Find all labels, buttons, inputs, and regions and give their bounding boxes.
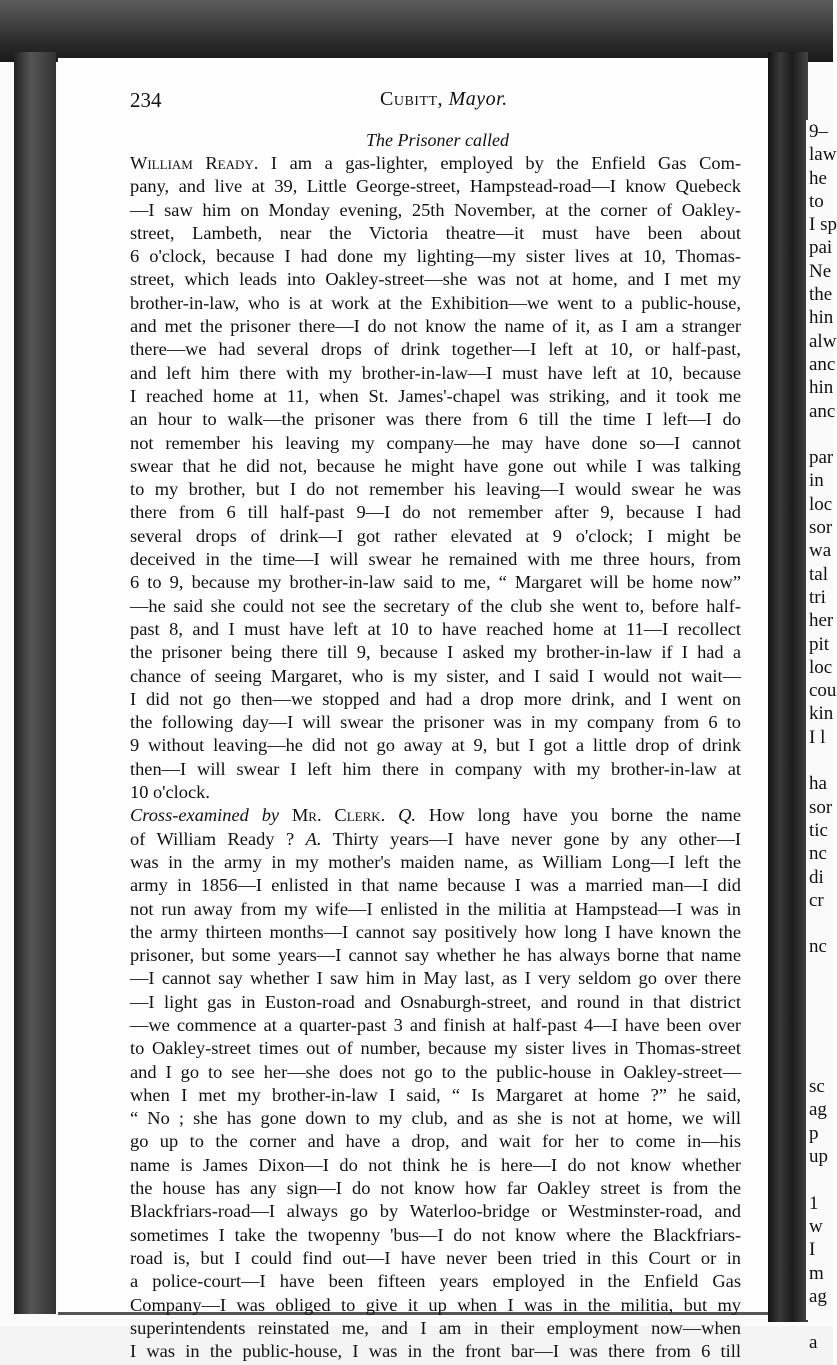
testimony-line: 6 o'clock, because I had done my lighting—my sister lives at 10, Thomas-: [130, 246, 741, 267]
page-number: 234: [130, 88, 162, 112]
testimony-line-text: Thirty years—I have never gone by any other—I: [332, 828, 741, 849]
testimony-line: then—I will swear I left him there in company with my brother-in-law at: [130, 758, 741, 779]
facing-page-text-fragment: kin: [809, 703, 834, 725]
facing-page-text-fragment: pai: [809, 237, 833, 259]
testimony-line: superintendents reinstated me, and I am in their employment now—when: [130, 1317, 741, 1338]
counsel-name: Mr. Clerk.: [291, 805, 386, 826]
testimony-line: the army thirteen months—I cannot say positively how long I have known the: [130, 921, 741, 942]
page-edge-left: [14, 52, 56, 1314]
testimony-line: and left him there with my brother-in-law—I must have left at 10, because: [130, 362, 741, 383]
facing-page-text-fragment: m: [809, 1262, 824, 1284]
facing-page-text-fragment: anc: [809, 353, 836, 375]
facing-page-text-fragment: sor: [809, 796, 833, 818]
testimony-line: and I go to see her—she does not go to the public-house in Oakley-street—: [130, 1061, 741, 1082]
facing-page-fragment: [806, 120, 837, 1354]
facing-page-text-fragment: I sp: [809, 214, 837, 236]
facing-page-text-fragment: cou: [809, 680, 837, 702]
testimony-line: —I light gas in Euston-road and Osnaburgh-street, and round in that district: [130, 991, 741, 1012]
book-gutter: [768, 52, 808, 1322]
testimony-line: army in 1856—I enlisted in that name because I was a married man—I did: [130, 875, 741, 896]
facing-page-text-fragment: nc: [809, 843, 827, 865]
testimony-line: —I cannot say whether I saw him in May last, as I very seldom go over there: [130, 968, 741, 989]
testimony-line: the house has any sign—I do not know how far Oakley street is from the: [130, 1178, 741, 1199]
facing-page-text-fragment: tri: [809, 586, 826, 608]
facing-page-text-fragment: tal: [809, 563, 828, 585]
facing-page-text-fragment: [806, 1052, 833, 1075]
facing-page-text-fragment: alw: [809, 330, 837, 352]
cross-examination-label: Cross-examined by: [130, 805, 280, 826]
facing-page-text-fragment: ag: [809, 1099, 827, 1121]
facing-page-text-fragment: cr: [809, 889, 824, 911]
testimony-line: —he said she could not see the secretary of the club she went to, before half-: [130, 595, 741, 616]
testimony-line: street, Lambeth, near the Victoria theatre—it must have been about: [130, 222, 741, 243]
testimony-line: when I met my brother-in-law I said, “ Is Margaret at home ?” he said,: [130, 1084, 741, 1105]
testimony-line: 10 o'clock.: [130, 782, 210, 803]
facing-page-text-fragment: [806, 959, 833, 982]
running-head: [380, 88, 508, 111]
running-head-name: Cubitt,: [380, 88, 444, 110]
testimony-line: several drops of drink—I got rather elevated at 9 o'clock; I might be: [130, 525, 741, 546]
testimony-line: [130, 152, 741, 175]
facing-page-text-fragment: anc: [809, 400, 836, 422]
paragraph-direct-examination: [130, 175, 741, 804]
testimony-line: 9 without leaving—he did not go away at 9, but I got a little drop of drink: [130, 735, 741, 756]
facing-page-text-fragment: w: [809, 1215, 823, 1237]
answer-marker: A.: [305, 828, 322, 849]
testimony-line: not run away from my wife—I enlisted in the militia at Hampstead—I was in: [130, 898, 741, 919]
question-marker: Q.: [398, 805, 416, 826]
facing-page-text-fragment: sc: [809, 1076, 825, 1098]
testimony-line: the prisoner being there till 9, because I asked my brother-in-law if I had a: [130, 642, 741, 663]
section-title: The Prisoner called: [366, 130, 509, 150]
facing-page-text-fragment: [806, 1168, 833, 1191]
testimony-text: [130, 152, 741, 1363]
testimony-line: and met the prisoner there—I do not know the name of it, as I am a stranger: [130, 316, 741, 337]
testimony-line: chance of seeing Margaret, who is my sister, and I said I would not wait—: [130, 665, 741, 686]
facing-page-text-fragment: hin: [809, 307, 834, 329]
testimony-line: brother-in-law, who is at work at the Exhibition—we went to a public-house,: [130, 292, 741, 313]
facing-page-text-fragment: in: [809, 470, 824, 492]
testimony-line: not remember his leaving my company—he may have done so—I cannot: [130, 432, 741, 453]
facing-page-text-fragment: ag: [809, 1285, 827, 1307]
testimony-line: a police-court—I have been fifteen years employed in the Enfield Gas: [130, 1271, 741, 1292]
testimony-line: sometimes I take the twopenny 'bus—I do not know where the Blackfriars-: [130, 1224, 741, 1245]
facing-page-text-fragment: up: [809, 1146, 828, 1168]
facing-page-text-fragment: di: [809, 866, 824, 888]
running-head-title: Mayor.: [448, 88, 508, 110]
book-top-shadow: [0, 0, 833, 62]
testimony-line: Company—I was obliged to give it up when I was in the militia, but my: [130, 1294, 741, 1315]
testimony-line: prisoner, but some years—I cannot say whether he has always borne that name: [130, 945, 741, 966]
testimony-line: street, which leads into Oakley-street—she was not at home, and I met my: [130, 269, 741, 290]
testimony-line: “ No ; she has gone down to my club, and as she is not at home, we will: [130, 1108, 741, 1129]
testimony-line: —we commence at a quarter-past 3 and finish at half-past 4—I have been over: [130, 1014, 741, 1035]
facing-page-text-fragment: hin: [809, 377, 834, 399]
testimony-line: 6 to 9, because my brother-in-law said to me, “ Margaret will be home now”: [130, 572, 741, 593]
testimony-line: I did not go then—we stopped and had a drop more drink, and I went on: [130, 688, 741, 709]
testimony-line: [130, 828, 741, 851]
facing-page-text-fragment: he: [809, 167, 827, 189]
facing-page-text-fragment: the: [809, 284, 833, 306]
testimony-line: I reached home at 11, when St. James'-chapel was striking, and it took me: [130, 385, 741, 406]
facing-page-text-fragment: par: [809, 447, 834, 469]
testimony-line-text: of William Ready ?: [130, 828, 295, 849]
testimony-line: to my brother, but I do not remember his leaving—I would swear he was: [130, 479, 741, 500]
facing-page-text-fragment: I l: [809, 726, 826, 748]
facing-page-text-fragment: [806, 1005, 833, 1028]
facing-page-text-fragment: ha: [809, 773, 827, 795]
testimony-line-text: How long have you borne the name: [428, 805, 741, 826]
testimony-line: past 8, and I must have left at 10 to have reached home at 11—I recollect: [130, 618, 741, 639]
facing-page-text-fragment: tic: [809, 819, 828, 841]
witness-name: William Ready.: [130, 153, 259, 173]
facing-page-text-fragment: I: [809, 1239, 816, 1261]
facing-page-text-fragment: [806, 1308, 833, 1331]
facing-page-text-fragment: wa: [809, 540, 832, 562]
testimony-line: go up to the corner and have a drop, and wait for her to come in—his: [130, 1131, 741, 1152]
testimony-line: name is James Dixon—I do not think he is here—I do not know whether: [130, 1154, 741, 1175]
testimony-line: there from 6 till half-past 9—I do not remember after 9, because I had: [130, 502, 741, 523]
testimony-line: an hour to walk—the prisoner was there from 6 till the time I left—I do: [130, 409, 741, 430]
facing-page-text-fragment: her: [809, 610, 834, 632]
facing-page-text-fragment: sor: [809, 517, 833, 539]
testimony-line: swear that he did not, because he might have gone out while I was talking: [130, 455, 741, 476]
facing-page-text-fragment: 9–: [809, 121, 828, 142]
facing-page-text-fragment: [806, 749, 833, 772]
facing-page-text-fragment: a: [809, 1332, 818, 1354]
testimony-line: to Oakley-street times out of number, because my sister lives in Thomas-street: [130, 1038, 741, 1059]
testimony-line: the following day—I will swear the prisoner was in my company from 6 to: [130, 712, 741, 733]
facing-page-text-fragment: 1: [809, 1192, 819, 1214]
facing-page-text-fragment: nc: [809, 936, 827, 958]
testimony-line: [130, 804, 741, 827]
facing-page-text-fragment: Ne: [809, 260, 832, 282]
testimony-line: I was in the public-house, I was in the front bar—I was there from 6 till: [130, 1341, 741, 1362]
facing-page-text-fragment: [806, 912, 833, 935]
facing-page-text-fragment: loc: [809, 656, 833, 678]
testimony-line: pany, and live at 39, Little George-street, Hampstead-road—I know Quebeck: [130, 176, 741, 197]
testimony-line: deceived in the time—I will swear he remained with me three hours, from: [130, 549, 741, 570]
facing-page-text-fragment: law: [809, 144, 837, 166]
facing-page-text-fragment: p: [809, 1122, 819, 1144]
testimony-line: road is, but I could find out—I have never been tried in this Court or in: [130, 1247, 741, 1268]
testimony-line: Blackfriars-road—I always go by Waterloo-bridge or Westminster-road, and: [130, 1201, 741, 1222]
facing-page-text-fragment: [806, 982, 833, 1005]
page-header: [130, 88, 750, 118]
testimony-line: there—we had several drops of drink together—I left at 10, or half-past,: [130, 339, 741, 360]
testimony-line: —I saw him on Monday evening, 25th November, at the corner of Oakley-: [130, 199, 741, 220]
testimony-line: was in the army in my mother's maiden name, as William Long—I left the: [130, 851, 741, 872]
facing-page-text-fragment: pit: [809, 633, 830, 655]
facing-page-text-fragment: [806, 423, 833, 446]
facing-page-text-fragment: [806, 1029, 833, 1052]
facing-page-text-fragment: loc: [809, 493, 833, 515]
facing-page-text-fragment: to: [809, 190, 824, 212]
testimony-line-text: I am a gas-lighter, employed by the Enfield Gas Com-: [270, 153, 741, 173]
paragraph-cross-examination: [130, 851, 741, 1364]
